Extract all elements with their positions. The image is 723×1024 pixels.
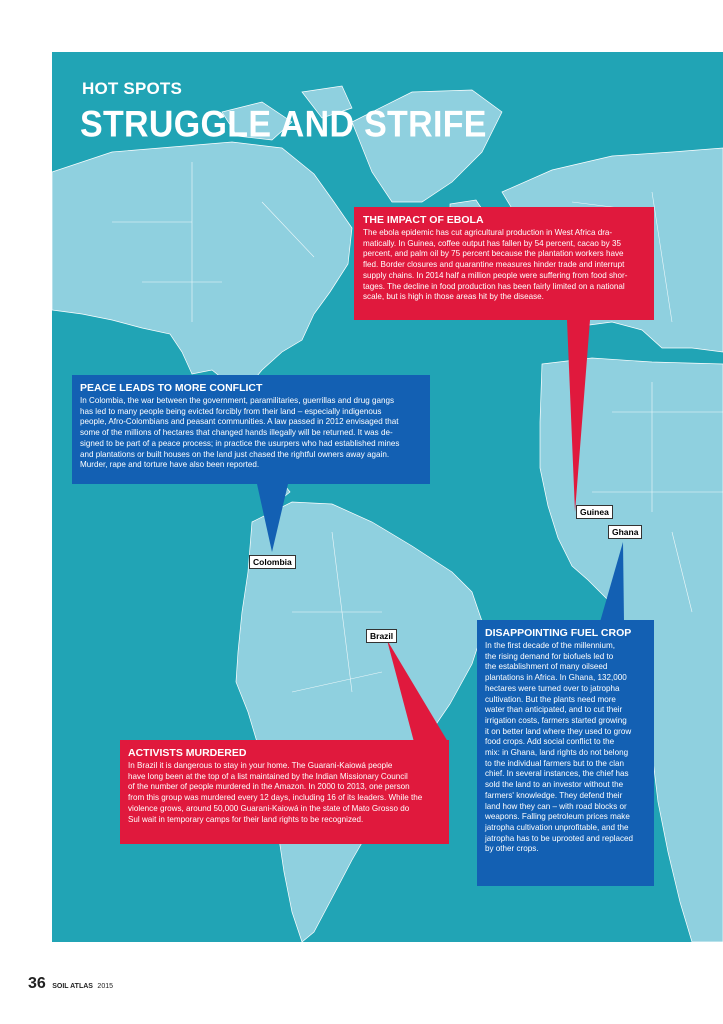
callout-activists-text: In Brazil it is dangerous to stay in your home. The Guarani-Kaiowá people have long been at the top of a list maintained by the Indian Missionary Council of the number of people murdered in the Amazon. In 2000 to 2013, one person from this group was murdered every 12 days, including 16 of its leaders. While the violence grows, around 50,000 Guarani-Kaiowá in the state of Mato Grosso do Sul wait in temporary camps for their land rights to be recognized. bbox=[128, 761, 423, 824]
pointer-ebola bbox=[567, 320, 590, 512]
publication-year: 2015 bbox=[97, 983, 113, 990]
page-footer bbox=[28, 975, 113, 993]
label-ghana: Ghana bbox=[608, 525, 642, 539]
label-guinea: Guinea bbox=[576, 505, 613, 519]
publication-name: SOIL ATLAS bbox=[52, 983, 93, 990]
label-colombia: Colombia bbox=[249, 555, 296, 569]
callout-fuel-text: In the first decade of the millennium, the rising demand for biofuels led to the establishment of many oilseed plantations in Africa. In Ghana, 132,000 hectares were turned over to jatropha cultivation. But the plants need more water than anticipated, and to cut their irrigation costs, farmers started growing it on better land where they used to grow food crops. Add social conflict to the mix: in Ghana, land rights do not belong to the individual farmers but to the clan chief. In several instances, the chief has sold the land to an investor without the farmers' knowledge. They defend their land how they can – with road blocks or weapons. Falling petroleum prices make jatropha cultivation unprofitable, and the jatropha has to be uprooted and replaced by other crops. bbox=[485, 641, 634, 854]
pointer-activists bbox=[387, 640, 448, 742]
pointer-fuel bbox=[600, 542, 624, 622]
callout-fuel bbox=[477, 620, 654, 886]
callout-peace-title: PEACE LEADS TO MORE CONFLICT bbox=[80, 382, 263, 394]
callout-activists bbox=[120, 740, 449, 844]
callout-ebola bbox=[354, 207, 654, 320]
callout-peace bbox=[72, 375, 430, 484]
world-map bbox=[52, 52, 723, 942]
callout-ebola-text: The ebola epidemic has cut agricultural production in West Africa dra- matically. In Guinea, coffee output has fallen by 54 percent, cacao by 35 percent, and palm oil by 75 percent because the plantation workers have fled. Border closures and quarantine measures hinder trade and interrupt supply chains. In 2014 half a million people were suffering from food shor- tages. The decline in food production has been fairly limited on a national scale, but is high in those areas hit by the disease. bbox=[363, 228, 628, 302]
kicker: HOT SPOTS bbox=[82, 79, 183, 98]
page-number: 36 bbox=[28, 975, 46, 992]
pointer-peace bbox=[257, 484, 288, 552]
callout-ebola-title: THE IMPACT OF EBOLA bbox=[363, 214, 484, 226]
label-brazil: Brazil bbox=[366, 629, 397, 643]
callout-activists-title: ACTIVISTS MURDERED bbox=[128, 747, 247, 759]
callout-fuel-title: DISAPPOINTING FUEL CROP bbox=[485, 627, 632, 639]
page-title: STRUGGLE AND STRIFE bbox=[80, 104, 487, 146]
callout-peace-text: In Colombia, the war between the government, paramilitaries, guerrillas and drug gangs has led to many people being evicted forcibly from their land – especially indigenous people, Afro-Colombians and peasant communities. A law passed in 2012 envisaged that some of the millions of hectares that changed hands illegally will be returned. It was de- signed to be part of a peace process; in practice the usurpers who had established mines and plantations or built houses on the land just chased the rightful owners away again. Murder, rape and torture have also been reported. bbox=[80, 396, 400, 470]
